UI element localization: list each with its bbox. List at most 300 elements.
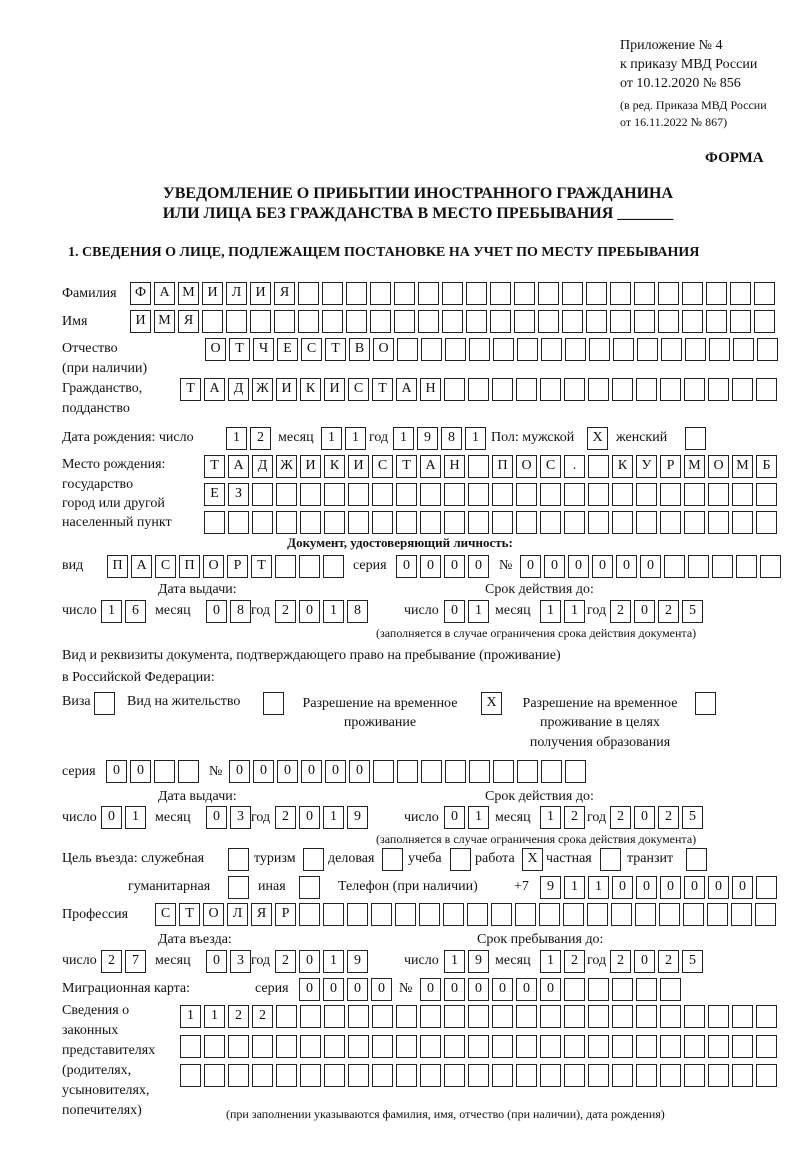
char-cell[interactable]: [661, 338, 682, 361]
char-cell[interactable]: [228, 1035, 249, 1058]
char-cell[interactable]: Т: [325, 338, 346, 361]
checkbox[interactable]: [450, 848, 471, 871]
char-cell[interactable]: [468, 1005, 489, 1028]
char-cell[interactable]: [754, 310, 775, 333]
char-cell[interactable]: [708, 1064, 729, 1087]
edu-permit-checkbox[interactable]: [695, 692, 719, 715]
char-cell[interactable]: 0: [444, 806, 465, 829]
char-cell[interactable]: [540, 378, 561, 401]
char-cell[interactable]: [180, 1035, 201, 1058]
char-cell[interactable]: [372, 1035, 393, 1058]
char-cell[interactable]: [252, 1035, 273, 1058]
char-cell[interactable]: [443, 903, 464, 926]
char-cell[interactable]: [468, 1064, 489, 1087]
char-cell[interactable]: [660, 1005, 681, 1028]
char-cell[interactable]: [204, 1035, 225, 1058]
checkbox[interactable]: [228, 876, 249, 899]
char-cell[interactable]: [298, 310, 319, 333]
char-cell[interactable]: [299, 555, 320, 578]
char-cell[interactable]: 5: [682, 806, 703, 829]
checkbox[interactable]: [263, 692, 284, 715]
permit-valid-year-field[interactable]: [610, 806, 706, 829]
char-cell[interactable]: [444, 483, 465, 506]
char-cell[interactable]: 0: [634, 806, 655, 829]
birthplace-1-field[interactable]: [204, 455, 780, 478]
char-cell[interactable]: [684, 483, 705, 506]
char-cell[interactable]: [420, 1005, 441, 1028]
checkbox[interactable]: [686, 848, 707, 871]
char-cell[interactable]: [563, 903, 584, 926]
char-cell[interactable]: К: [612, 455, 633, 478]
char-cell[interactable]: [540, 483, 561, 506]
char-cell[interactable]: [664, 555, 685, 578]
char-cell[interactable]: [538, 282, 559, 305]
char-cell[interactable]: 1: [564, 876, 585, 899]
char-cell[interactable]: [324, 1035, 345, 1058]
id-valid-month-field[interactable]: [540, 600, 588, 623]
purpose-humanitarian-checkbox[interactable]: [228, 876, 252, 899]
id-number-field[interactable]: [520, 555, 784, 578]
char-cell[interactable]: [444, 378, 465, 401]
char-cell[interactable]: 0: [301, 760, 322, 783]
char-cell[interactable]: [684, 511, 705, 534]
char-cell[interactable]: [708, 483, 729, 506]
char-cell[interactable]: 0: [299, 950, 320, 973]
char-cell[interactable]: [348, 511, 369, 534]
char-cell[interactable]: Н: [444, 455, 465, 478]
char-cell[interactable]: [684, 1064, 705, 1087]
char-cell[interactable]: [612, 511, 633, 534]
char-cell[interactable]: 8: [230, 600, 251, 623]
mc-number-field[interactable]: [420, 978, 684, 1001]
char-cell[interactable]: А: [131, 555, 152, 578]
char-cell[interactable]: [469, 760, 490, 783]
birth-month-field[interactable]: [321, 427, 369, 450]
char-cell[interactable]: [660, 378, 681, 401]
char-cell[interactable]: [516, 511, 537, 534]
char-cell[interactable]: [418, 310, 439, 333]
char-cell[interactable]: [370, 282, 391, 305]
char-cell[interactable]: [586, 310, 607, 333]
char-cell[interactable]: [300, 511, 321, 534]
char-cell[interactable]: [324, 1064, 345, 1087]
char-cell[interactable]: [514, 310, 535, 333]
char-cell[interactable]: [445, 760, 466, 783]
char-cell[interactable]: [588, 455, 609, 478]
char-cell[interactable]: О: [516, 455, 537, 478]
char-cell[interactable]: [755, 903, 776, 926]
char-cell[interactable]: 1: [321, 427, 342, 450]
char-cell[interactable]: [298, 282, 319, 305]
char-cell[interactable]: [707, 903, 728, 926]
char-cell[interactable]: [468, 483, 489, 506]
char-cell[interactable]: [276, 1035, 297, 1058]
char-cell[interactable]: [516, 1064, 537, 1087]
permit-issue-year-field[interactable]: [275, 806, 371, 829]
char-cell[interactable]: [684, 1005, 705, 1028]
char-cell[interactable]: 1: [468, 600, 489, 623]
checkbox[interactable]: [94, 692, 115, 715]
char-cell[interactable]: 9: [540, 876, 561, 899]
char-cell[interactable]: 1: [540, 806, 561, 829]
char-cell[interactable]: 3: [230, 806, 251, 829]
char-cell[interactable]: А: [154, 282, 175, 305]
char-cell[interactable]: [324, 483, 345, 506]
char-cell[interactable]: 0: [420, 978, 441, 1001]
char-cell[interactable]: [276, 1005, 297, 1028]
char-cell[interactable]: [324, 1005, 345, 1028]
char-cell[interactable]: [541, 338, 562, 361]
char-cell[interactable]: И: [202, 282, 223, 305]
profession-field[interactable]: [155, 903, 779, 926]
char-cell[interactable]: [420, 483, 441, 506]
char-cell[interactable]: [756, 483, 777, 506]
char-cell[interactable]: 1: [588, 876, 609, 899]
char-cell[interactable]: [564, 1064, 585, 1087]
char-cell[interactable]: 0: [468, 555, 489, 578]
char-cell[interactable]: [660, 483, 681, 506]
char-cell[interactable]: [394, 310, 415, 333]
char-cell[interactable]: [562, 310, 583, 333]
char-cell[interactable]: М: [684, 455, 705, 478]
char-cell[interactable]: 0: [640, 555, 661, 578]
char-cell[interactable]: Ж: [252, 378, 273, 401]
char-cell[interactable]: [490, 282, 511, 305]
char-cell[interactable]: 1: [226, 427, 247, 450]
char-cell[interactable]: [660, 1035, 681, 1058]
char-cell[interactable]: [300, 483, 321, 506]
char-cell[interactable]: [564, 978, 585, 1001]
char-cell[interactable]: [517, 760, 538, 783]
checkbox[interactable]: [303, 848, 324, 871]
char-cell[interactable]: [636, 1035, 657, 1058]
char-cell[interactable]: 0: [130, 760, 151, 783]
char-cell[interactable]: [276, 483, 297, 506]
char-cell[interactable]: 0: [636, 876, 657, 899]
char-cell[interactable]: 1: [204, 1005, 225, 1028]
char-cell[interactable]: [372, 1064, 393, 1087]
char-cell[interactable]: [538, 310, 559, 333]
char-cell[interactable]: [420, 1064, 441, 1087]
id-issue-day-field[interactable]: [101, 600, 149, 623]
char-cell[interactable]: [252, 511, 273, 534]
visa-checkbox[interactable]: [94, 692, 118, 715]
char-cell[interactable]: [682, 282, 703, 305]
char-cell[interactable]: [756, 876, 777, 899]
char-cell[interactable]: [730, 282, 751, 305]
char-cell[interactable]: [588, 483, 609, 506]
char-cell[interactable]: [540, 1005, 561, 1028]
char-cell[interactable]: А: [228, 455, 249, 478]
char-cell[interactable]: Ф: [130, 282, 151, 305]
char-cell[interactable]: Р: [275, 903, 296, 926]
char-cell[interactable]: 0: [520, 555, 541, 578]
char-cell[interactable]: О: [203, 903, 224, 926]
char-cell[interactable]: [323, 903, 344, 926]
char-cell[interactable]: 0: [516, 978, 537, 1001]
char-cell[interactable]: Р: [227, 555, 248, 578]
char-cell[interactable]: [466, 310, 487, 333]
char-cell[interactable]: [636, 1064, 657, 1087]
char-cell[interactable]: [228, 1064, 249, 1087]
char-cell[interactable]: [637, 338, 658, 361]
char-cell[interactable]: Е: [204, 483, 225, 506]
char-cell[interactable]: [659, 903, 680, 926]
id-issue-month-field[interactable]: [206, 600, 254, 623]
char-cell[interactable]: [564, 1035, 585, 1058]
purpose-transit-checkbox[interactable]: [686, 848, 710, 871]
char-cell[interactable]: В: [349, 338, 370, 361]
checkbox[interactable]: [695, 692, 716, 715]
char-cell[interactable]: [636, 1005, 657, 1028]
char-cell[interactable]: [611, 903, 632, 926]
char-cell[interactable]: [468, 378, 489, 401]
char-cell[interactable]: [516, 483, 537, 506]
char-cell[interactable]: [565, 760, 586, 783]
char-cell[interactable]: [732, 1035, 753, 1058]
char-cell[interactable]: [658, 310, 679, 333]
char-cell[interactable]: [346, 282, 367, 305]
char-cell[interactable]: 1: [323, 600, 344, 623]
char-cell[interactable]: [733, 338, 754, 361]
id-kind-field[interactable]: [107, 555, 347, 578]
checkbox[interactable]: X: [522, 848, 543, 871]
char-cell[interactable]: 0: [253, 760, 274, 783]
char-cell[interactable]: [540, 511, 561, 534]
char-cell[interactable]: Ж: [276, 455, 297, 478]
char-cell[interactable]: 0: [106, 760, 127, 783]
char-cell[interactable]: 0: [616, 555, 637, 578]
char-cell[interactable]: С: [301, 338, 322, 361]
char-cell[interactable]: [322, 282, 343, 305]
char-cell[interactable]: 2: [564, 950, 585, 973]
char-cell[interactable]: [442, 310, 463, 333]
checkbox[interactable]: [228, 848, 249, 871]
char-cell[interactable]: [348, 483, 369, 506]
char-cell[interactable]: [756, 1005, 777, 1028]
reps-3-field[interactable]: [180, 1064, 780, 1087]
char-cell[interactable]: [396, 483, 417, 506]
mc-series-field[interactable]: [299, 978, 395, 1001]
char-cell[interactable]: 0: [101, 806, 122, 829]
char-cell[interactable]: 0: [612, 876, 633, 899]
char-cell[interactable]: А: [396, 378, 417, 401]
char-cell[interactable]: 2: [658, 950, 679, 973]
char-cell[interactable]: 5: [682, 950, 703, 973]
char-cell[interactable]: 1: [101, 600, 122, 623]
char-cell[interactable]: 3: [230, 950, 251, 973]
char-cell[interactable]: 1: [345, 427, 366, 450]
char-cell[interactable]: [418, 282, 439, 305]
char-cell[interactable]: О: [205, 338, 226, 361]
char-cell[interactable]: [564, 1005, 585, 1028]
char-cell[interactable]: [564, 511, 585, 534]
char-cell[interactable]: [275, 555, 296, 578]
char-cell[interactable]: 0: [444, 600, 465, 623]
char-cell[interactable]: 0: [540, 978, 561, 1001]
char-cell[interactable]: [760, 555, 781, 578]
purpose-service-checkbox[interactable]: [228, 848, 252, 871]
char-cell[interactable]: Т: [229, 338, 250, 361]
char-cell[interactable]: [468, 511, 489, 534]
char-cell[interactable]: 0: [660, 876, 681, 899]
char-cell[interactable]: 0: [468, 978, 489, 1001]
char-cell[interactable]: [397, 760, 418, 783]
char-cell[interactable]: [276, 1064, 297, 1087]
char-cell[interactable]: М: [732, 455, 753, 478]
char-cell[interactable]: [540, 1064, 561, 1087]
char-cell[interactable]: [372, 1005, 393, 1028]
char-cell[interactable]: [540, 1035, 561, 1058]
char-cell[interactable]: [324, 511, 345, 534]
char-cell[interactable]: 0: [299, 806, 320, 829]
char-cell[interactable]: [516, 378, 537, 401]
char-cell[interactable]: 2: [564, 806, 585, 829]
char-cell[interactable]: [397, 338, 418, 361]
char-cell[interactable]: [541, 760, 562, 783]
char-cell[interactable]: [204, 511, 225, 534]
char-cell[interactable]: [612, 378, 633, 401]
birthplace-2-field[interactable]: [204, 483, 780, 506]
char-cell[interactable]: [202, 310, 223, 333]
char-cell[interactable]: И: [130, 310, 151, 333]
char-cell[interactable]: [444, 1035, 465, 1058]
char-cell[interactable]: [300, 1005, 321, 1028]
purpose-other-checkbox[interactable]: [299, 876, 323, 899]
purpose-business-checkbox[interactable]: [382, 848, 406, 871]
permit-valid-month-field[interactable]: [540, 806, 588, 829]
char-cell[interactable]: И: [324, 378, 345, 401]
char-cell[interactable]: З: [228, 483, 249, 506]
id-series-field[interactable]: [396, 555, 492, 578]
char-cell[interactable]: [587, 903, 608, 926]
char-cell[interactable]: 2: [228, 1005, 249, 1028]
char-cell[interactable]: [299, 903, 320, 926]
char-cell[interactable]: [635, 903, 656, 926]
char-cell[interactable]: [612, 1035, 633, 1058]
char-cell[interactable]: [492, 511, 513, 534]
char-cell[interactable]: С: [540, 455, 561, 478]
char-cell[interactable]: Б: [756, 455, 777, 478]
char-cell[interactable]: [228, 511, 249, 534]
char-cell[interactable]: Я: [178, 310, 199, 333]
char-cell[interactable]: [322, 310, 343, 333]
char-cell[interactable]: 0: [299, 978, 320, 1001]
char-cell[interactable]: 1: [180, 1005, 201, 1028]
char-cell[interactable]: [252, 1064, 273, 1087]
permit-series-field[interactable]: [106, 760, 202, 783]
char-cell[interactable]: [708, 511, 729, 534]
char-cell[interactable]: [708, 1035, 729, 1058]
char-cell[interactable]: 5: [682, 600, 703, 623]
char-cell[interactable]: 2: [610, 806, 631, 829]
char-cell[interactable]: [756, 1035, 777, 1058]
char-cell[interactable]: [684, 378, 705, 401]
char-cell[interactable]: [732, 1064, 753, 1087]
char-cell[interactable]: [347, 903, 368, 926]
char-cell[interactable]: 2: [658, 806, 679, 829]
char-cell[interactable]: О: [203, 555, 224, 578]
char-cell[interactable]: [636, 378, 657, 401]
permit-number-field[interactable]: [229, 760, 589, 783]
entry-month-field[interactable]: [206, 950, 254, 973]
char-cell[interactable]: [683, 903, 704, 926]
char-cell[interactable]: 2: [610, 950, 631, 973]
checkbox[interactable]: [600, 848, 621, 871]
purpose-private-checkbox[interactable]: [600, 848, 624, 871]
char-cell[interactable]: [444, 511, 465, 534]
entry-year-field[interactable]: [275, 950, 371, 973]
char-cell[interactable]: [660, 978, 681, 1001]
citizenship-field[interactable]: [180, 378, 780, 401]
char-cell[interactable]: [493, 760, 514, 783]
char-cell[interactable]: [442, 282, 463, 305]
char-cell[interactable]: М: [178, 282, 199, 305]
char-cell[interactable]: [421, 760, 442, 783]
char-cell[interactable]: [588, 1005, 609, 1028]
char-cell[interactable]: [226, 310, 247, 333]
char-cell[interactable]: [490, 310, 511, 333]
char-cell[interactable]: [396, 1035, 417, 1058]
char-cell[interactable]: [348, 1005, 369, 1028]
char-cell[interactable]: [636, 978, 657, 1001]
char-cell[interactable]: [276, 511, 297, 534]
char-cell[interactable]: [688, 555, 709, 578]
char-cell[interactable]: 8: [347, 600, 368, 623]
checkbox[interactable]: [382, 848, 403, 871]
char-cell[interactable]: [636, 483, 657, 506]
char-cell[interactable]: Я: [251, 903, 272, 926]
char-cell[interactable]: [612, 1005, 633, 1028]
char-cell[interactable]: Ч: [253, 338, 274, 361]
char-cell[interactable]: [373, 760, 394, 783]
purpose-work-checkbox[interactable]: [522, 848, 546, 871]
char-cell[interactable]: Л: [226, 282, 247, 305]
char-cell[interactable]: Д: [252, 455, 273, 478]
patronymic-field[interactable]: [205, 338, 781, 361]
char-cell[interactable]: 0: [277, 760, 298, 783]
char-cell[interactable]: А: [420, 455, 441, 478]
checkbox[interactable]: [685, 427, 706, 450]
char-cell[interactable]: 6: [125, 600, 146, 623]
id-valid-day-field[interactable]: [444, 600, 492, 623]
char-cell[interactable]: [492, 378, 513, 401]
char-cell[interactable]: [612, 483, 633, 506]
char-cell[interactable]: 0: [444, 555, 465, 578]
char-cell[interactable]: [445, 338, 466, 361]
char-cell[interactable]: 9: [347, 950, 368, 973]
permit-issue-month-field[interactable]: [206, 806, 254, 829]
char-cell[interactable]: [564, 483, 585, 506]
char-cell[interactable]: [492, 1064, 513, 1087]
char-cell[interactable]: [756, 378, 777, 401]
char-cell[interactable]: [588, 1064, 609, 1087]
char-cell[interactable]: Т: [251, 555, 272, 578]
char-cell[interactable]: 2: [275, 600, 296, 623]
char-cell[interactable]: [466, 282, 487, 305]
sex-female-checkbox[interactable]: [685, 427, 709, 450]
char-cell[interactable]: [756, 1064, 777, 1087]
id-issue-year-field[interactable]: [275, 600, 371, 623]
char-cell[interactable]: [419, 903, 440, 926]
purpose-study-checkbox[interactable]: [450, 848, 474, 871]
char-cell[interactable]: Т: [204, 455, 225, 478]
char-cell[interactable]: [660, 511, 681, 534]
char-cell[interactable]: И: [300, 455, 321, 478]
char-cell[interactable]: [736, 555, 757, 578]
char-cell[interactable]: [588, 978, 609, 1001]
char-cell[interactable]: [468, 455, 489, 478]
